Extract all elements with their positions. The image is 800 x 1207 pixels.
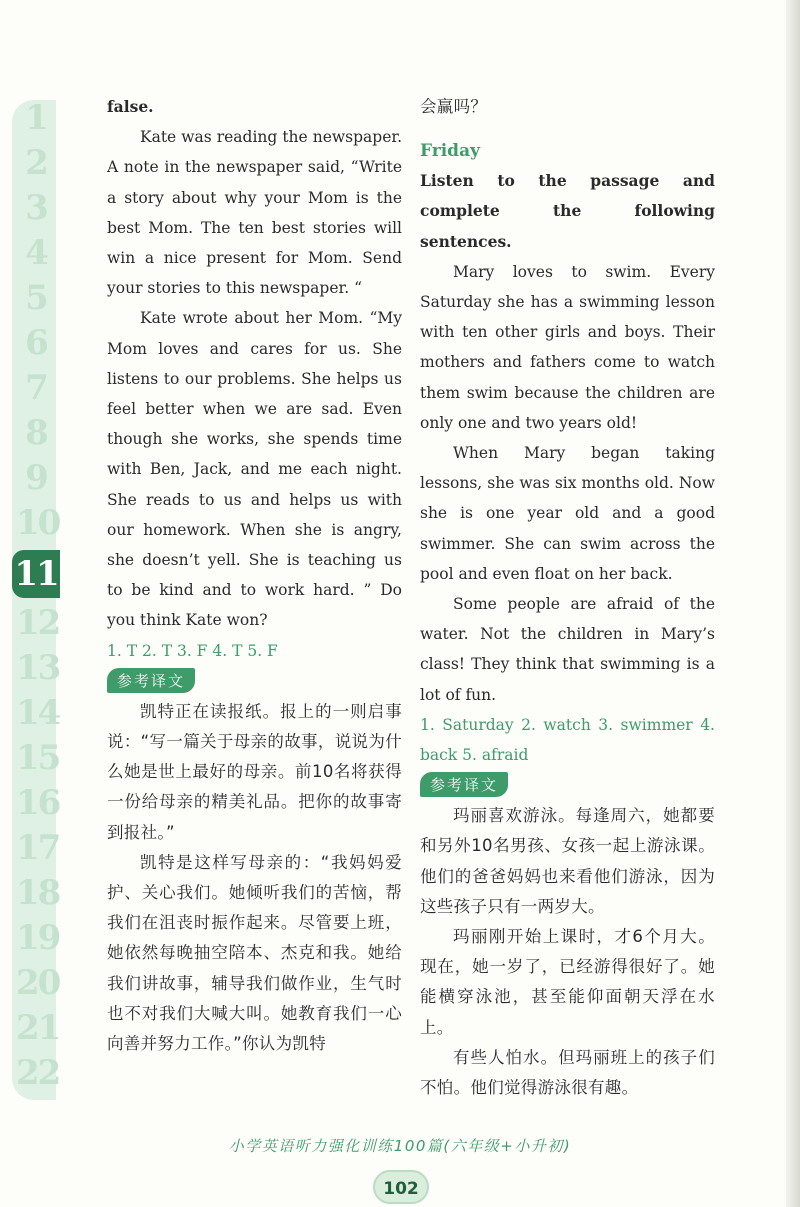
right-translation-paragraph-3: 有些人怕水。但玛丽班上的孩子们不怕。他们觉得游泳很有趣。 <box>420 1047 715 1098</box>
left-translation-badge: 参考译文 <box>107 668 195 693</box>
unit-tab-15[interactable]: 15 <box>16 738 60 778</box>
unit-tab-strip <box>12 98 60 1100</box>
unit-tab-8[interactable]: 8 <box>25 413 47 453</box>
unit-tab-6[interactable]: 6 <box>25 323 47 363</box>
left-translation-paragraph-1: 凯特正在读报纸。报上的一则启事说：“写一篇关于母亲的故事，说说为什么她是世上最好的母亲。前10名将获得一份给母亲的精美礼品。把你的故事寄到报社。” <box>107 701 402 842</box>
unit-tab-22[interactable]: 22 <box>16 1053 60 1093</box>
unit-tab-16[interactable]: 16 <box>16 783 60 823</box>
unit-tab-18[interactable]: 18 <box>16 873 60 913</box>
unit-tab-13[interactable]: 13 <box>16 648 60 688</box>
unit-tab-21[interactable]: 21 <box>16 1008 60 1048</box>
unit-tab-5[interactable]: 5 <box>25 278 47 318</box>
right-continuation: 会赢吗？ <box>420 97 488 116</box>
right-answer-key: 1. Saturday 2. watch 3. swimmer 4. back 5. afraid <box>420 715 715 765</box>
unit-tab-20[interactable]: 20 <box>16 963 60 1003</box>
right-translation-badge: 参考译文 <box>420 772 508 797</box>
unit-tab-2[interactable]: 2 <box>25 143 47 183</box>
day-heading: Friday <box>420 141 480 162</box>
right-passage-paragraph-2: When Mary began taking lessons, she was six months old. Now she is one year old and a good swimmer. She can swim across the pool and even float on her back. <box>420 444 715 583</box>
left-translation-paragraph-2: 凯特是这样写母亲的：“我妈妈爱护、关心我们。她倾听我们的苦恼，帮我们在沮丧时振作起来。尽管要上班，她依然每晚抽空陪本、杰克和我。她给我们讲故事，辅导我们做作业，生气时也不对我们大喊大叫。她教育我们一心向善并努力工作。”你认为凯特 <box>107 852 402 1054</box>
left-answer-key: 1. T 2. T 3. F 4. T 5. F <box>107 641 278 660</box>
right-translation-paragraph-2: 玛丽刚开始上课时，才6个月大。现在，她一岁了，已经游得很好了。她能横穿泳池，甚至能仰面朝天浮在水上。 <box>420 927 715 1037</box>
book-title: 小学英语听力强化训练100篇(六年级+小升初) <box>228 1137 572 1155</box>
left-column <box>107 92 402 1059</box>
right-passage-paragraph-1: Mary loves to swim. Every Saturday she has a swimming lesson with ten other girls and boys. Their mothers and fathers come to watch them swim because the children are only one and two years old! <box>420 262 715 432</box>
left-continuation: false. <box>107 97 154 116</box>
unit-tab-1[interactable]: 1 <box>25 98 47 138</box>
right-passage-paragraph-3: Some people are afraid of the water. Not the children in Mary’s class! They think that swimming is a lot of fun. <box>420 595 715 704</box>
page-edge <box>786 0 800 1207</box>
unit-tab-14[interactable]: 14 <box>16 693 60 733</box>
unit-tab-12[interactable]: 12 <box>16 603 60 643</box>
exercise-instruction: Listen to the passage and complete the following sentences. <box>420 171 715 251</box>
unit-tab-11-active[interactable]: 11 <box>12 550 60 598</box>
unit-tab-9[interactable]: 9 <box>25 458 47 498</box>
unit-tab-7[interactable]: 7 <box>25 368 47 408</box>
right-translation-paragraph-1: 玛丽喜欢游泳。每逢周六，她都要和另外10名男孩、女孩一起上游泳课。他们的爸爸妈妈也来看他们游泳，因为这些孩子只有一两岁大。 <box>420 806 715 916</box>
right-column <box>420 92 715 1103</box>
unit-tab-3[interactable]: 3 <box>25 188 47 228</box>
page-number: 102 <box>373 1170 429 1204</box>
left-passage-paragraph-1: Kate was reading the newspaper. A note in the newspaper said, “Write a story about why your Mom is the best Mom. The ten best stories will win a nice present for Mom. Send your stories to this newspaper. “ <box>107 128 402 298</box>
unit-tab-19[interactable]: 19 <box>16 918 60 958</box>
unit-tab-10[interactable]: 10 <box>16 503 60 543</box>
unit-tab-4[interactable]: 4 <box>25 233 47 273</box>
unit-tab-17[interactable]: 17 <box>16 828 60 868</box>
left-passage-paragraph-2: Kate wrote about her Mom. “My Mom loves and cares for us. She listens to our problems. She helps us feel better when we are sad. Even though she works, she spends time with Ben, Jack, and me each night. She reads to us and helps us with our homework. When she is angry, she doesn’t yell. She is teaching us to be kind and to work hard. ” Do you think Kate won? <box>107 309 402 630</box>
